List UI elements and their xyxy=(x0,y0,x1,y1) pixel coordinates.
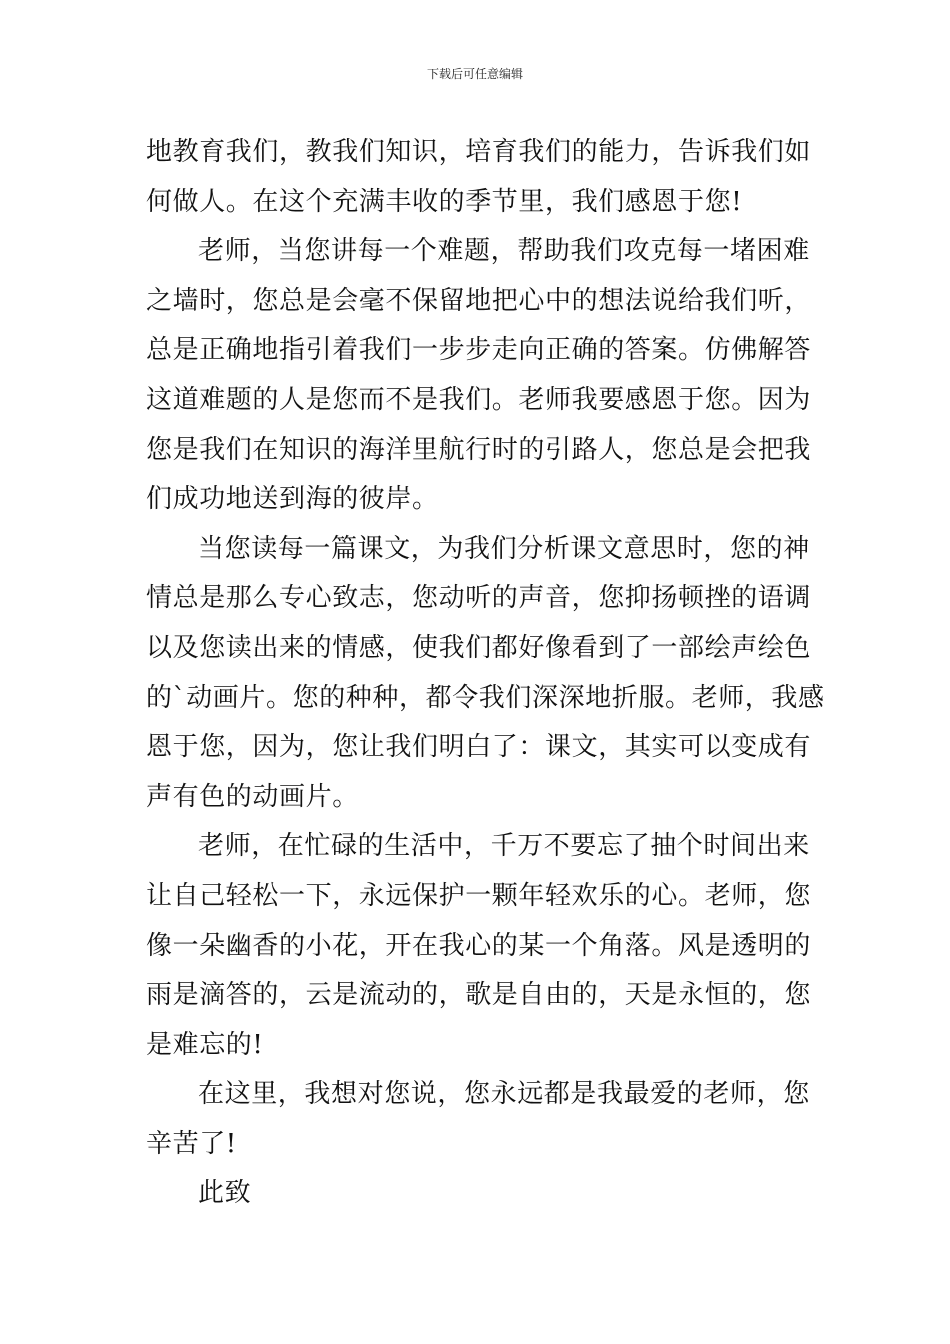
text-line: 何做人。在这个充满丰收的季节里，我们感恩于您! xyxy=(146,186,743,217)
text-line: 雨是滴答的，云是流动的，歌是自由的，天是永恒的，您 xyxy=(146,980,812,1011)
text-line: 让自己轻松一下，永远保护一颗年轻欢乐的心。老师，您 xyxy=(146,880,812,911)
text-line: 声有色的动画片。 xyxy=(146,781,359,812)
page-header-note: 下载后可任意编辑 xyxy=(426,67,523,81)
text-line: 的`动画片。您的种种，都令我们深深地折服。老师，我感 xyxy=(146,682,825,713)
text-line: 们成功地送到海的彼岸。 xyxy=(146,484,439,515)
text-line: 地教育我们，教我们知识，培育我们的能力，告诉我们如 xyxy=(146,137,812,167)
text-line: 像一朵幽香的小花，开在我心的某一个角落。风是透明的 xyxy=(146,930,812,961)
text-line: 总是正确地指引着我们一步步走向正确的答案。仿佛解答 xyxy=(146,335,812,366)
paragraph-start-line: 老师，在忙碌的生活中，千万不要忘了抽个时间出来 xyxy=(198,831,810,862)
text-line: 恩于您，因为，您让我们明白了：课文，其实可以变成有 xyxy=(146,732,812,763)
text-line: 辛苦了! xyxy=(146,1128,237,1159)
text-line: 以及您读出来的情感，使我们都好像看到了一部绘声绘色 xyxy=(146,632,812,663)
letter-body xyxy=(146,128,825,1219)
text-line: 您是我们在知识的海洋里航行时的引路人，您总是会把我 xyxy=(146,434,812,465)
paragraph-start-line: 当您读每一篇课文，为我们分析课文意思时，您的神 xyxy=(198,533,810,564)
closing-salutation: 此致 xyxy=(198,1178,252,1209)
paragraph-start-line: 老师，当您讲每一个难题，帮助我们攻克每一堵困难 xyxy=(198,236,810,267)
text-line: 是难忘的! xyxy=(146,1029,264,1060)
text-line: 这道难题的人是您而不是我们。老师我要感恩于您。因为 xyxy=(146,384,812,415)
text-line: 之墙时，您总是会毫不保留地把心中的想法说给我们听， xyxy=(146,285,812,316)
paragraph-start-line: 在这里，我想对您说，您永远都是我最爱的老师，您 xyxy=(198,1079,810,1110)
text-line: 情总是那么专心致志，您动听的声音，您抑扬顿挫的语调 xyxy=(146,583,812,614)
